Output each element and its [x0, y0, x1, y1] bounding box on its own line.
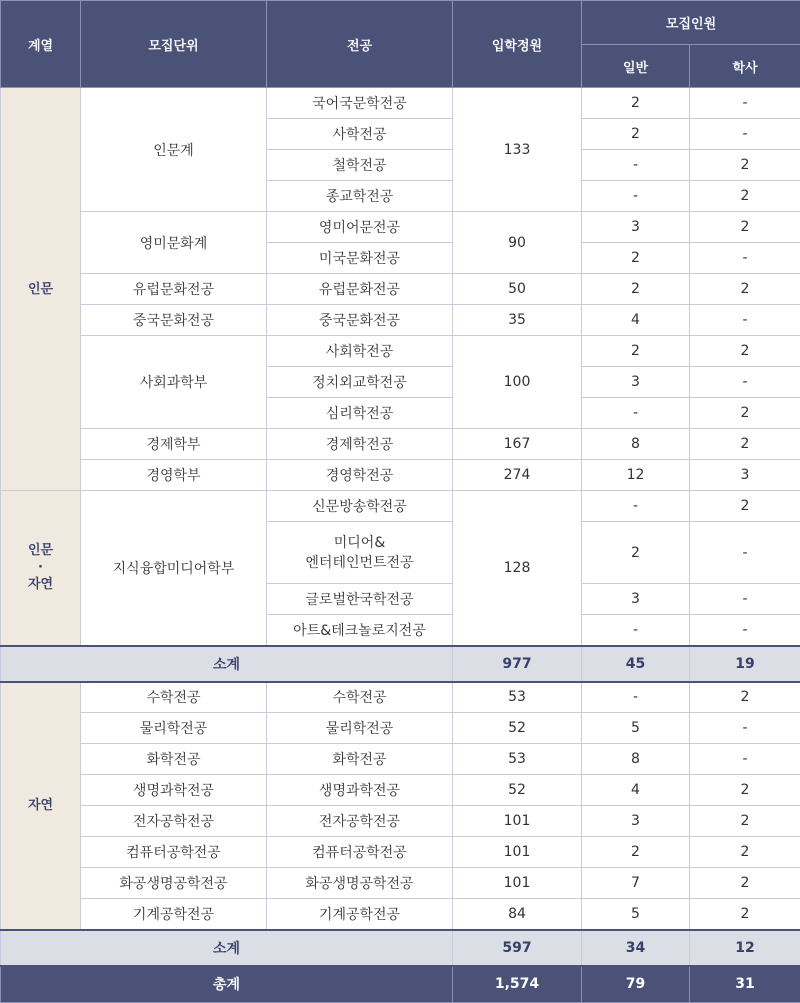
- unit-cell: 경제학부: [81, 429, 267, 460]
- major-cell: 영미어문전공: [267, 212, 453, 243]
- bachelor-cell: 2: [690, 212, 800, 243]
- major-cell: 글로벌한국학전공: [267, 584, 453, 615]
- quota-cell: 128: [453, 491, 582, 646]
- general-cell: -: [582, 181, 690, 212]
- table-row: [1, 868, 800, 899]
- unit-cell: 기계공학전공: [81, 899, 267, 930]
- quota-cell: 53: [453, 744, 582, 775]
- general-cell: 5: [582, 713, 690, 744]
- table-row: [1, 336, 800, 367]
- quota-cell: 52: [453, 775, 582, 806]
- bachelor-cell: 2: [690, 775, 800, 806]
- general-cell: 7: [582, 868, 690, 899]
- general-cell: 8: [582, 429, 690, 460]
- category-line-2: 자연: [1, 576, 80, 593]
- bachelor-cell: 2: [690, 682, 800, 713]
- table-row: [1, 460, 800, 491]
- general-cell: 3: [582, 212, 690, 243]
- subtotal-row: [1, 646, 800, 682]
- major-line-1: 미디어&: [267, 533, 452, 553]
- bachelor-cell: 2: [690, 899, 800, 930]
- category-humanities-natural: [1, 491, 81, 646]
- general-cell: 2: [582, 88, 690, 119]
- bachelor-cell: 2: [690, 274, 800, 305]
- header-quota: 입학정원: [453, 1, 582, 88]
- bachelor-cell: -: [690, 119, 800, 150]
- table-row: [1, 775, 800, 806]
- total-label: 총계: [1, 966, 453, 1003]
- major-cell: 심리학전공: [267, 398, 453, 429]
- bachelor-cell: -: [690, 305, 800, 336]
- bachelor-cell: -: [690, 744, 800, 775]
- general-cell: 4: [582, 305, 690, 336]
- major-cell: 미국문화전공: [267, 243, 453, 274]
- total-general: 79: [582, 966, 690, 1003]
- major-cell: 국어국문학전공: [267, 88, 453, 119]
- unit-cell: 전자공학전공: [81, 806, 267, 837]
- header-major: 전공: [267, 1, 453, 88]
- major-cell: 생명과학전공: [267, 775, 453, 806]
- quota-cell: 84: [453, 899, 582, 930]
- header-category: 계열: [1, 1, 81, 88]
- quota-cell: 101: [453, 806, 582, 837]
- major-cell: 전자공학전공: [267, 806, 453, 837]
- unit-cell: 물리학전공: [81, 713, 267, 744]
- bachelor-cell: 2: [690, 398, 800, 429]
- subtotal-label: 소계: [1, 646, 453, 682]
- table-row: [1, 212, 800, 243]
- category-dot: ·: [1, 559, 80, 576]
- subtotal-row: [1, 930, 800, 966]
- major-line-2: 엔터테인먼트전공: [267, 553, 452, 573]
- bachelor-cell: -: [690, 522, 800, 584]
- bachelor-cell: 2: [690, 181, 800, 212]
- major-cell: 수학전공: [267, 682, 453, 713]
- major-cell: 화공생명공학전공: [267, 868, 453, 899]
- general-cell: 12: [582, 460, 690, 491]
- general-cell: 2: [582, 119, 690, 150]
- bachelor-cell: 2: [690, 837, 800, 868]
- general-cell: 2: [582, 274, 690, 305]
- general-cell: 8: [582, 744, 690, 775]
- header-general: 일반: [582, 45, 690, 88]
- bachelor-cell: -: [690, 615, 800, 646]
- general-cell: 2: [582, 336, 690, 367]
- quota-cell: 101: [453, 837, 582, 868]
- bachelor-cell: 2: [690, 150, 800, 181]
- major-cell: 철학전공: [267, 150, 453, 181]
- header-recruit: 모집인원: [582, 1, 800, 45]
- table-row: [1, 899, 800, 930]
- bachelor-cell: 2: [690, 336, 800, 367]
- general-cell: 2: [582, 243, 690, 274]
- unit-cell: 유럽문화전공: [81, 274, 267, 305]
- table-row: [1, 88, 800, 119]
- total-bachelor: 31: [690, 966, 800, 1003]
- quota-cell: 167: [453, 429, 582, 460]
- header-unit: 모집단위: [81, 1, 267, 88]
- unit-cell: 생명과학전공: [81, 775, 267, 806]
- general-cell: 2: [582, 837, 690, 868]
- major-cell: 물리학전공: [267, 713, 453, 744]
- major-cell: 화학전공: [267, 744, 453, 775]
- bachelor-cell: -: [690, 88, 800, 119]
- unit-cell: 인문계: [81, 88, 267, 212]
- major-cell: 컴퓨터공학전공: [267, 837, 453, 868]
- table-row: [1, 491, 800, 522]
- bachelor-cell: -: [690, 584, 800, 615]
- bachelor-cell: 2: [690, 429, 800, 460]
- subtotal-bachelor: 19: [690, 646, 800, 682]
- table-row: [1, 682, 800, 713]
- unit-cell: 화학전공: [81, 744, 267, 775]
- major-cell: 경영학전공: [267, 460, 453, 491]
- bachelor-cell: -: [690, 713, 800, 744]
- unit-cell: 컴퓨터공학전공: [81, 837, 267, 868]
- bachelor-cell: -: [690, 243, 800, 274]
- quota-cell: 101: [453, 868, 582, 899]
- major-cell: 유럽문화전공: [267, 274, 453, 305]
- major-cell: 중국문화전공: [267, 305, 453, 336]
- table-row: [1, 837, 800, 868]
- general-cell: -: [582, 615, 690, 646]
- quota-cell: 133: [453, 88, 582, 212]
- major-cell: 사학전공: [267, 119, 453, 150]
- category-humanities: 인문: [1, 88, 81, 491]
- table-row: [1, 274, 800, 305]
- quota-cell: 90: [453, 212, 582, 274]
- major-cell: 정치외교학전공: [267, 367, 453, 398]
- unit-cell: 지식융합미디어학부: [81, 491, 267, 646]
- unit-cell: 영미문화계: [81, 212, 267, 274]
- quota-cell: 100: [453, 336, 582, 429]
- unit-cell: 수학전공: [81, 682, 267, 713]
- general-cell: 3: [582, 806, 690, 837]
- bachelor-cell: 3: [690, 460, 800, 491]
- subtotal-label: 소계: [1, 930, 453, 966]
- table-row: [1, 429, 800, 460]
- general-cell: -: [582, 398, 690, 429]
- total-quota: 1,574: [453, 966, 582, 1003]
- subtotal-quota: 597: [453, 930, 582, 966]
- quota-cell: 52: [453, 713, 582, 744]
- general-cell: 5: [582, 899, 690, 930]
- subtotal-quota: 977: [453, 646, 582, 682]
- bachelor-cell: -: [690, 367, 800, 398]
- unit-cell: 경영학부: [81, 460, 267, 491]
- subtotal-general: 34: [582, 930, 690, 966]
- general-cell: 2: [582, 522, 690, 584]
- general-cell: 3: [582, 367, 690, 398]
- table-row: [1, 744, 800, 775]
- quota-cell: 274: [453, 460, 582, 491]
- quota-cell: 50: [453, 274, 582, 305]
- unit-cell: 사회과학부: [81, 336, 267, 429]
- major-cell: 종교학전공: [267, 181, 453, 212]
- bachelor-cell: 2: [690, 491, 800, 522]
- header-bachelor: 학사: [690, 45, 800, 88]
- unit-cell: 화공생명공학전공: [81, 868, 267, 899]
- table-row: [1, 305, 800, 336]
- general-cell: -: [582, 491, 690, 522]
- bachelor-cell: 2: [690, 806, 800, 837]
- general-cell: -: [582, 150, 690, 181]
- general-cell: 3: [582, 584, 690, 615]
- subtotal-general: 45: [582, 646, 690, 682]
- table-row: [1, 713, 800, 744]
- unit-cell: 중국문화전공: [81, 305, 267, 336]
- major-cell: 사회학전공: [267, 336, 453, 367]
- general-cell: -: [582, 682, 690, 713]
- major-cell: 경제학전공: [267, 429, 453, 460]
- subtotal-bachelor: 12: [690, 930, 800, 966]
- quota-cell: 35: [453, 305, 582, 336]
- bachelor-cell: 2: [690, 868, 800, 899]
- major-cell: 기계공학전공: [267, 899, 453, 930]
- total-row: [1, 966, 800, 1003]
- table-row: [1, 806, 800, 837]
- major-cell: [267, 522, 453, 584]
- category-line-1: 인문: [1, 542, 80, 559]
- general-cell: 4: [582, 775, 690, 806]
- major-cell: 신문방송학전공: [267, 491, 453, 522]
- quota-cell: 53: [453, 682, 582, 713]
- major-cell: 아트&테크놀로지전공: [267, 615, 453, 646]
- category-natural: 자연: [1, 682, 81, 930]
